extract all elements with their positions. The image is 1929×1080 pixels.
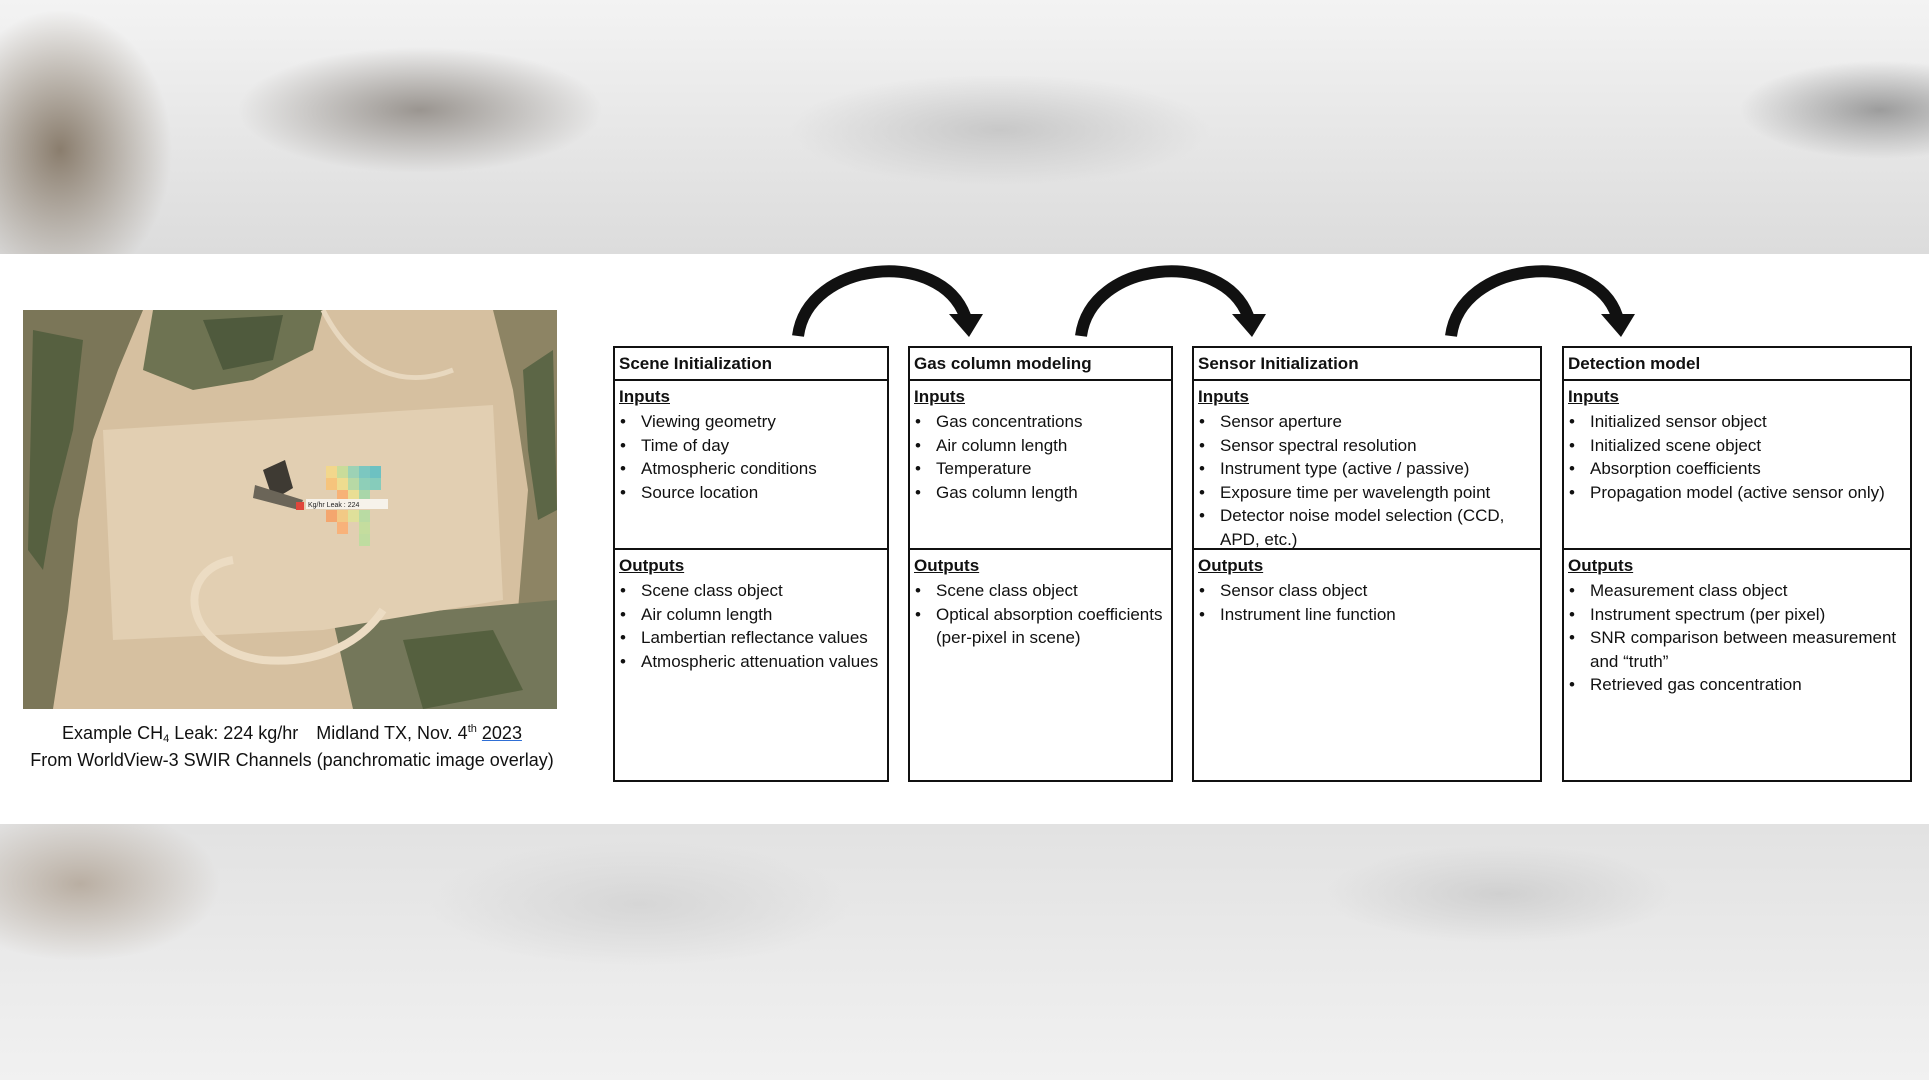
outputs-list <box>615 579 887 673</box>
list-item: • Detector noise model selection (CCD, APD, etc.) <box>1194 504 1540 551</box>
caption-line-1 <box>0 720 584 747</box>
box-gas-column-modeling <box>908 346 1173 782</box>
caption-year: 2023 <box>481 723 522 743</box>
inputs-heading: Inputs <box>914 387 965 406</box>
inputs-list <box>910 410 1171 504</box>
plume-pixel <box>359 478 370 490</box>
list-item: • Gas concentrations <box>910 410 1171 434</box>
outputs-heading: Outputs <box>1568 556 1634 575</box>
list-item: • Propagation model (active sensor only) <box>1564 481 1910 505</box>
list-item: • Lambertian reflectance values <box>615 626 887 650</box>
inputs-heading: Inputs <box>1198 387 1249 406</box>
box-title: Detection model <box>1564 348 1910 381</box>
plume-pixel <box>348 466 359 478</box>
plume-pixel <box>348 510 359 522</box>
inputs-heading: Inputs <box>1568 387 1619 406</box>
list-item: • Sensor aperture <box>1194 410 1540 434</box>
arrow-scene-to-gas <box>798 271 983 337</box>
list-item: • Scene class object <box>910 579 1171 603</box>
plume-pixel <box>326 478 337 490</box>
list-item: • Time of day <box>615 434 887 458</box>
inputs-heading: Inputs <box>619 387 670 406</box>
plume-pixel <box>326 510 337 522</box>
outputs-section <box>1564 550 1910 780</box>
arrow-sensor-to-detection <box>1451 271 1635 337</box>
outputs-section <box>1194 550 1540 780</box>
outputs-list <box>1564 579 1910 697</box>
blurred-background-top <box>0 0 1929 254</box>
list-item: • SNR comparison between measurement and “truth” <box>1564 626 1910 673</box>
outputs-list <box>1194 579 1540 626</box>
outputs-heading: Outputs <box>619 556 685 575</box>
plume-pixel <box>359 534 370 546</box>
list-item: • Viewing geometry <box>615 410 887 434</box>
list-item: • Air column length <box>910 434 1171 458</box>
caption-subscript: 4 <box>163 733 170 745</box>
list-item: • Sensor spectral resolution <box>1194 434 1540 458</box>
list-item: • Gas column length <box>910 481 1171 505</box>
list-item: • Exposure time per wavelength point <box>1194 481 1540 505</box>
box-scene-initialization <box>613 346 889 782</box>
plume-pixel <box>370 466 381 478</box>
inputs-section <box>1564 381 1910 550</box>
caption-line-2: From WorldView-3 SWIR Channels (panchromatic image overlay) <box>30 750 554 770</box>
plume-pixel <box>337 510 348 522</box>
list-item: • Temperature <box>910 457 1171 481</box>
arrow-gas-to-sensor <box>1081 271 1266 337</box>
caption-text: Example CH <box>62 723 164 743</box>
plume-pixel <box>359 466 370 478</box>
list-item: • Source location <box>615 481 887 505</box>
outputs-section <box>615 550 887 780</box>
list-item: • Instrument line function <box>1194 603 1540 627</box>
slide <box>0 254 1929 824</box>
caption-superscript: th <box>467 723 477 735</box>
list-item: • Absorption coefficients <box>1564 457 1910 481</box>
plume-pixel <box>337 478 348 490</box>
list-item: • Optical absorption coefficients (per-pixel in scene) <box>910 603 1171 650</box>
box-title: Gas column modeling <box>910 348 1171 381</box>
plume-pixel <box>370 478 381 490</box>
plume-pixel <box>348 478 359 490</box>
plume-pixel <box>359 522 370 534</box>
list-item: • Atmospheric attenuation values <box>615 650 887 674</box>
leak-source-marker <box>296 502 304 510</box>
list-item: • Initialized sensor object <box>1564 410 1910 434</box>
caption-text: Leak: 224 kg/hr <box>169 723 299 743</box>
inputs-list <box>615 410 887 504</box>
list-item: • Atmospheric conditions <box>615 457 887 481</box>
inputs-list <box>1194 410 1540 551</box>
outputs-section <box>910 550 1171 780</box>
outputs-list <box>910 579 1171 650</box>
list-item: • Retrieved gas concentration <box>1564 673 1910 697</box>
inputs-list <box>1564 410 1910 504</box>
plume-pixel <box>337 522 348 534</box>
box-title: Sensor Initialization <box>1194 348 1540 381</box>
list-item: • Instrument type (active / passive) <box>1194 457 1540 481</box>
overlay-label: Kg/hr Leak : 224 <box>308 502 360 509</box>
outputs-heading: Outputs <box>914 556 980 575</box>
plume-pixel <box>359 510 370 522</box>
list-item: • Scene class object <box>615 579 887 603</box>
list-item: • Air column length <box>615 603 887 627</box>
inputs-section <box>910 381 1171 550</box>
well-pad <box>103 405 503 640</box>
caption-text: Midland TX, Nov. 4 <box>316 723 468 743</box>
list-item: • Sensor class object <box>1194 579 1540 603</box>
list-item: • Instrument spectrum (per pixel) <box>1564 603 1910 627</box>
outputs-heading: Outputs <box>1198 556 1264 575</box>
image-caption <box>0 720 584 774</box>
box-detection-model <box>1562 346 1912 782</box>
blurred-background-bottom <box>0 824 1929 1080</box>
plume-pixel <box>326 466 337 478</box>
box-sensor-initialization <box>1192 346 1542 782</box>
inputs-section <box>615 381 887 550</box>
list-item: • Initialized scene object <box>1564 434 1910 458</box>
box-title: Scene Initialization <box>615 348 887 381</box>
plume-pixel <box>337 466 348 478</box>
inputs-section <box>1194 381 1540 550</box>
list-item: • Measurement class object <box>1564 579 1910 603</box>
